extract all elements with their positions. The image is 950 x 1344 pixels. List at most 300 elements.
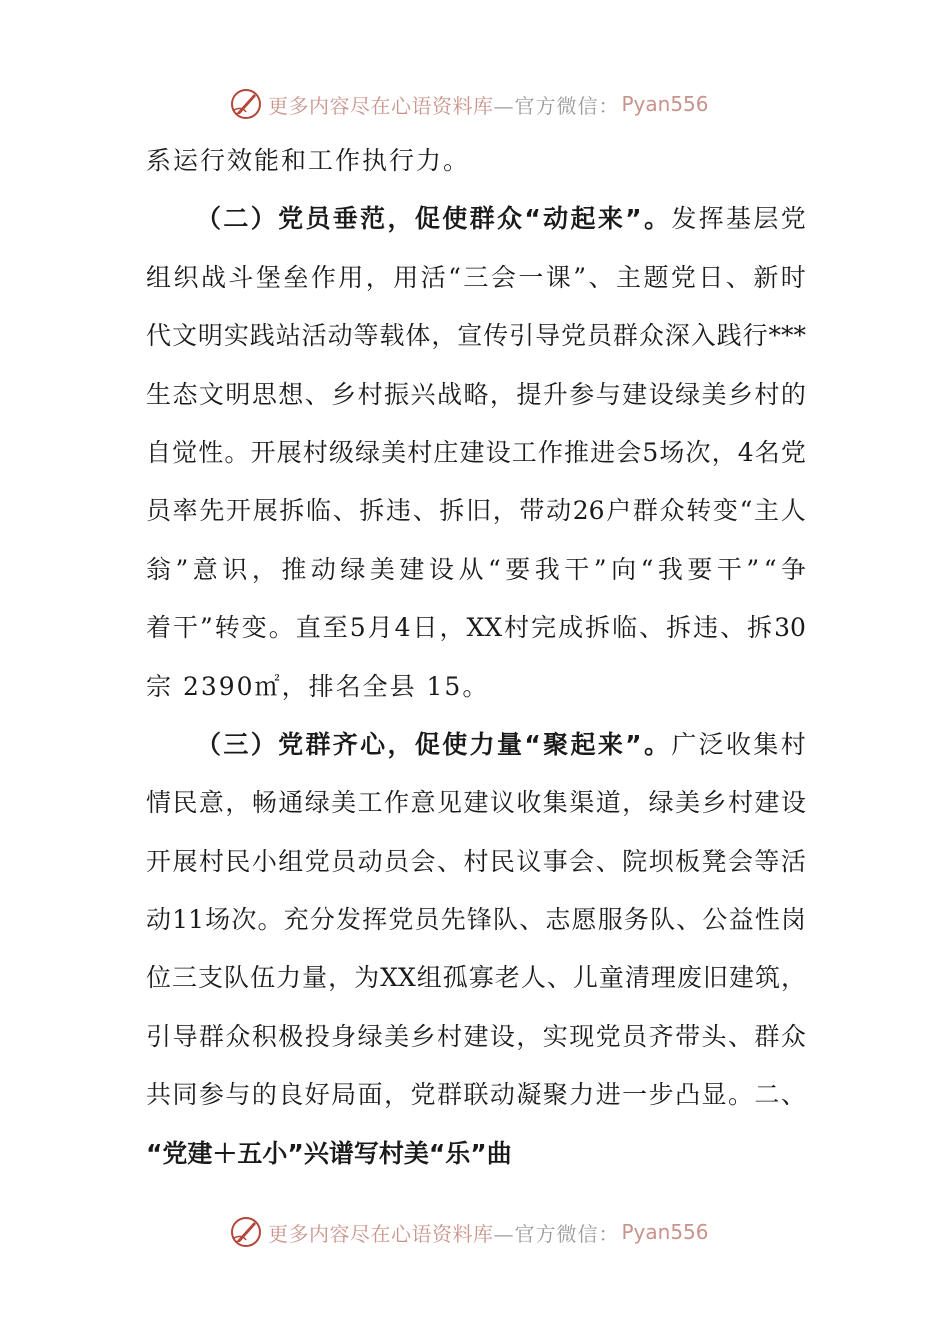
line-char: 会 — [569, 846, 595, 876]
line-char: ， — [431, 321, 457, 351]
line-char: 次 — [685, 437, 711, 467]
line-char: 意 — [198, 788, 224, 818]
line-char: ， — [251, 554, 277, 584]
line-bold-char: 范 — [360, 204, 386, 234]
line-char: 活 — [301, 321, 327, 351]
line-char: ， — [711, 437, 737, 467]
line-char: 发 — [336, 905, 362, 935]
line-char: 提 — [516, 379, 542, 409]
line-char: 渠 — [569, 788, 595, 818]
line-char: 小 — [251, 846, 277, 876]
line-char: 收 — [516, 788, 542, 818]
line-char: 群 — [754, 1021, 780, 1051]
line-char: 、 — [639, 613, 665, 643]
line-char: 建 — [728, 963, 754, 993]
line-char: 织 — [173, 262, 199, 292]
line-char: 旧 — [466, 496, 492, 526]
line-char: 、 — [519, 905, 545, 935]
line-char: 4 — [394, 613, 411, 643]
line-char: 违 — [386, 496, 412, 526]
line-char: 村 — [436, 1021, 462, 1051]
line-char: 寡 — [468, 963, 494, 993]
line-char: 活 — [780, 846, 806, 876]
line-char: 转 — [214, 613, 240, 643]
line-char: 展 — [252, 496, 278, 526]
line-char: 先 — [199, 496, 225, 526]
line-char: 议 — [516, 846, 542, 876]
line-char: 局 — [331, 1080, 357, 1110]
line-char: 主 — [615, 262, 641, 292]
line-char: 孤 — [442, 963, 468, 993]
line-char: 设 — [648, 379, 674, 409]
line-char: 群 — [632, 496, 658, 526]
line-char: 良 — [278, 1080, 304, 1110]
line-char: 建 — [463, 1021, 489, 1051]
line-char: 作 — [310, 262, 336, 292]
line-char: 愿 — [571, 905, 597, 935]
line-char: 级 — [328, 437, 354, 467]
line-char: 进 — [595, 1080, 621, 1110]
line-bold-char: （ — [196, 204, 222, 234]
line-char: 民 — [225, 846, 251, 876]
line-char: 5 — [349, 613, 366, 643]
line-char: 传 — [483, 321, 509, 351]
line-char: 见 — [436, 788, 462, 818]
line-char: 设 — [489, 1021, 515, 1051]
line-char: 着 — [146, 613, 172, 643]
line-char: 入 — [690, 321, 716, 351]
text-line — [146, 949, 806, 1007]
line-char: 临 — [306, 496, 332, 526]
line-char: 要 — [505, 554, 531, 584]
line-bold-char: 群 — [305, 729, 331, 759]
line-char: 齐 — [648, 1021, 674, 1051]
line-char: 联 — [463, 1080, 489, 1110]
line-char: 我 — [657, 554, 683, 584]
line-char: 动 — [146, 905, 172, 935]
line-char: 。 — [224, 437, 250, 467]
line-char: 日 — [698, 262, 724, 292]
line-char: 群 — [198, 1021, 224, 1051]
line-char: 面 — [357, 1080, 383, 1110]
line-char: 投 — [304, 1021, 330, 1051]
line-char: 用 — [338, 262, 364, 292]
line-char: 人 — [520, 963, 546, 993]
line-char: 干 — [173, 613, 199, 643]
line-bold-char: ） — [250, 729, 276, 759]
line-char: 先 — [440, 905, 466, 935]
line-char: ” — [200, 613, 213, 643]
line-char: 推 — [564, 437, 590, 467]
line-bold-char: ” — [625, 204, 642, 234]
line-char: 振 — [384, 379, 410, 409]
line-char: 5 — [642, 437, 659, 467]
line-char: 践 — [249, 321, 275, 351]
line-char: 带 — [675, 1021, 701, 1051]
line-char: 村 — [302, 437, 328, 467]
line-char: 畅 — [251, 788, 277, 818]
line-char: 变 — [712, 496, 738, 526]
line-char: 与 — [225, 1080, 251, 1110]
line-bold-char: 三 — [223, 729, 249, 759]
line-char: 动 — [327, 321, 353, 351]
line-char: 、 — [412, 496, 438, 526]
line-char: 我 — [534, 554, 560, 584]
line-char: 村 — [754, 379, 780, 409]
line-char: ” — [593, 554, 607, 584]
line-bold-char: 起 — [570, 204, 596, 234]
line-char: 理 — [650, 963, 676, 993]
line-char: 、 — [727, 1021, 753, 1051]
line-char: 拆 — [439, 496, 465, 526]
header-watermark-banner — [228, 84, 709, 124]
line-char: 设 — [780, 788, 806, 818]
line-char: 乡 — [727, 379, 753, 409]
line-bold-char: （ — [196, 729, 222, 759]
line-char: 乡 — [410, 1021, 436, 1051]
line-char: ” — [175, 554, 189, 584]
line-bold-char: 使 — [442, 204, 468, 234]
line-char: 组 — [146, 262, 172, 292]
line-char: 泛 — [698, 729, 724, 759]
line-char: 题 — [643, 262, 669, 292]
line-char: 拆 — [279, 496, 305, 526]
line-char: 村 — [504, 613, 530, 643]
line-char: 开 — [226, 496, 252, 526]
line-char: 建 — [399, 554, 425, 584]
line-char: 锋 — [466, 905, 492, 935]
line-char: 凸 — [675, 1080, 701, 1110]
line-bold-char: 党 — [278, 729, 304, 759]
text-line — [146, 190, 806, 248]
line-char: 一 — [518, 262, 544, 292]
line-char: 院 — [622, 846, 648, 876]
line-char: 队 — [493, 905, 519, 935]
line-char: 户 — [606, 496, 632, 526]
line-char: 翁 — [146, 554, 172, 584]
line-char: 三 — [463, 262, 489, 292]
text-line — [146, 424, 806, 482]
line-char: 、 — [780, 1080, 806, 1110]
banner-site-text: 更多内容尽在心语资料库 — [268, 93, 494, 118]
line-char: 建 — [459, 437, 485, 467]
line-char: 完 — [531, 613, 557, 643]
text-line — [146, 716, 806, 774]
line-char: 拆 — [359, 496, 385, 526]
line-char: 聚 — [542, 1080, 568, 1110]
line-char: 30 — [774, 613, 806, 643]
line-char: 明 — [225, 379, 251, 409]
line-char: 三 — [172, 963, 198, 993]
line-bold-char: 来 — [597, 729, 623, 759]
line-bold-char: 员 — [305, 204, 331, 234]
line-char: 自 — [146, 437, 172, 467]
line-char: 垒 — [283, 262, 309, 292]
line-char: 旧 — [702, 963, 728, 993]
quill-logo-icon — [228, 1214, 264, 1250]
line-char: 队 — [650, 905, 676, 935]
line-bold-char: 党 — [278, 204, 304, 234]
line-char: 志 — [545, 905, 571, 935]
line-char: 群 — [612, 321, 638, 351]
line-char: 党 — [388, 905, 414, 935]
line-char: 众 — [225, 1021, 251, 1051]
line-char: 队 — [224, 963, 250, 993]
line-char: 党 — [780, 204, 806, 234]
line-char: ， — [489, 379, 515, 409]
line-char: 凝 — [516, 1080, 542, 1110]
line-char: 实 — [542, 1021, 568, 1051]
line-char: 次 — [231, 905, 257, 935]
line-char: 推 — [281, 554, 307, 584]
line-char: 员 — [586, 321, 612, 351]
line-bold-char: 聚 — [543, 729, 569, 759]
line-char: 员 — [622, 1021, 648, 1051]
line-char: 拆 — [585, 613, 611, 643]
line-char: 活 — [420, 262, 446, 292]
line-text: 宗 2390㎡，排名全县 15。 — [146, 671, 490, 701]
line-char: 为 — [354, 963, 380, 993]
banner-site-text: 更多内容尽在心语资料库 — [268, 1221, 494, 1246]
line-char: ” — [746, 554, 760, 584]
line-char: 违 — [693, 613, 719, 643]
line-char: 位 — [146, 963, 172, 993]
line-char: 11 — [172, 905, 204, 935]
line-char: 显 — [701, 1080, 727, 1110]
line-char: 从 — [458, 554, 484, 584]
line-char: XX — [380, 963, 416, 993]
banner-wechat-id: Pyan556 — [621, 1220, 709, 1244]
line-char: 村 — [780, 729, 806, 759]
line-char: 一 — [622, 1080, 648, 1110]
line-char: 升 — [542, 379, 568, 409]
line-char: 伍 — [250, 963, 276, 993]
line-char: 组 — [278, 846, 304, 876]
line-char: *** — [768, 321, 806, 351]
line-char: 党 — [410, 1080, 436, 1110]
line-char: 等 — [353, 321, 379, 351]
line-char: 成 — [558, 613, 584, 643]
line-char: 清 — [624, 963, 650, 993]
line-char: 、 — [436, 846, 462, 876]
line-char: 坝 — [648, 846, 674, 876]
line-char: 动 — [546, 496, 572, 526]
line-char: “ — [448, 262, 461, 292]
line-char: ， — [439, 613, 465, 643]
line-char: 凳 — [701, 846, 727, 876]
text-line — [146, 658, 806, 716]
line-char: “ — [640, 554, 654, 584]
line-char: 党 — [670, 262, 696, 292]
line-char: 发 — [671, 204, 697, 234]
line-char: 员 — [331, 846, 357, 876]
line-char: 党 — [304, 846, 330, 876]
line-char: 建 — [754, 788, 780, 818]
line-char: 文 — [171, 321, 197, 351]
line-char: 、 — [720, 613, 746, 643]
line-char: 会 — [410, 846, 436, 876]
line-char: 通 — [278, 788, 304, 818]
line-char: 意 — [192, 554, 218, 584]
line-char: 板 — [675, 846, 701, 876]
line-char: 乡 — [331, 379, 357, 409]
line-char: 分 — [309, 905, 335, 935]
text-line — [146, 774, 806, 832]
line-char: 挥 — [698, 204, 724, 234]
line-char: 性 — [198, 437, 224, 467]
line-char: 道 — [595, 788, 621, 818]
text-line — [146, 366, 806, 424]
line-char: 、 — [588, 262, 614, 292]
text-line — [146, 249, 806, 307]
line-char: 废 — [676, 963, 702, 993]
line-char: 变 — [241, 613, 267, 643]
line-char: 引 — [146, 1021, 172, 1051]
line-char: 集 — [542, 788, 568, 818]
line-char: 力 — [276, 963, 302, 993]
line-char: 工 — [511, 437, 537, 467]
line-char: 民 — [489, 846, 515, 876]
line-char: 现 — [569, 1021, 595, 1051]
banner-wechat-id: Pyan556 — [621, 92, 709, 116]
line-char: 争 — [780, 554, 806, 584]
line-char: 益 — [728, 905, 754, 935]
line-char: 、 — [595, 846, 621, 876]
line-char: 态 — [172, 379, 198, 409]
line-char: 明 — [197, 321, 223, 351]
line-char: 直 — [295, 613, 321, 643]
line-char: 头 — [701, 1021, 727, 1051]
line-char: ” — [573, 262, 587, 292]
line-bold-char: 垂 — [332, 204, 358, 234]
line-bold-char: 众 — [496, 204, 522, 234]
line-bold-char: 齐 — [332, 729, 358, 759]
text-line — [146, 541, 806, 599]
line-char: 开 — [250, 437, 276, 467]
line-char: 用 — [393, 262, 419, 292]
line-char: 工 — [357, 788, 383, 818]
line-char: 展 — [276, 437, 302, 467]
line-char: 要 — [687, 554, 713, 584]
line-char: 、 — [676, 905, 702, 935]
line-char: 党 — [561, 321, 587, 351]
line-char: 进 — [590, 437, 616, 467]
line-char: 、 — [546, 963, 572, 993]
line-char: 实 — [223, 321, 249, 351]
line-bold-char: 使 — [442, 729, 468, 759]
line-char: 服 — [597, 905, 623, 935]
line-char: XX — [466, 613, 503, 643]
line-char: 美 — [384, 1021, 410, 1051]
line-bold-char: “ — [524, 204, 541, 234]
line-char: 绿 — [648, 788, 674, 818]
line-bold-char: ” — [625, 729, 642, 759]
line-char: 思 — [251, 379, 277, 409]
line-bold-char: 心 — [360, 729, 386, 759]
line-char: 老 — [494, 963, 520, 993]
line-bold-char: 促 — [414, 204, 440, 234]
footer-watermark-banner — [228, 1212, 709, 1252]
line-char: 设 — [428, 554, 454, 584]
line-char: 建 — [622, 379, 648, 409]
line-char: 性 — [754, 905, 780, 935]
line-bold-char: 二 — [223, 204, 249, 234]
banner-official-text: —官方微信： — [493, 93, 620, 118]
line-char: 带 — [519, 496, 545, 526]
line-char: 广 — [671, 729, 697, 759]
line-char: 代 — [146, 321, 172, 351]
line-char: 二 — [754, 1080, 780, 1110]
line-bold-char: 动 — [543, 204, 569, 234]
line-char: 向 — [611, 554, 637, 584]
text-line — [146, 307, 806, 365]
line-char: 略 — [463, 379, 489, 409]
line-char: 众 — [780, 1021, 806, 1051]
line-char: 识 — [222, 554, 248, 584]
line-char: 月 — [367, 613, 393, 643]
line-char: 身 — [331, 1021, 357, 1051]
line-char: 生 — [146, 379, 172, 409]
line-bold-char: 群 — [469, 204, 495, 234]
line-char: 绿 — [340, 554, 366, 584]
quill-logo-icon — [228, 86, 264, 122]
line-char: 村 — [727, 788, 753, 818]
line-char: 步 — [648, 1080, 674, 1110]
line-char: 岗 — [780, 905, 806, 935]
line-char: 日 — [412, 613, 438, 643]
line-char: 量 — [302, 963, 328, 993]
line-char: 开 — [146, 846, 172, 876]
line-char: 美 — [701, 379, 727, 409]
line-char: “ — [487, 554, 501, 584]
line-char: 收 — [726, 729, 752, 759]
text-line — [146, 1008, 806, 1066]
text-line — [146, 482, 806, 540]
line-char: 员 — [146, 496, 172, 526]
line-char: ， — [516, 1021, 542, 1051]
line-char: 名 — [754, 437, 780, 467]
line-char: 员 — [414, 905, 440, 935]
text-line — [146, 1066, 806, 1124]
line-bold-char: 。 — [643, 729, 669, 759]
line-char: 童 — [598, 963, 624, 993]
line-bold-char: 力 — [469, 729, 495, 759]
line-char: 堡 — [255, 262, 281, 292]
line-char: 。 — [257, 905, 283, 935]
line-char: 公 — [702, 905, 728, 935]
line-char: 众 — [659, 496, 685, 526]
line-char: 组 — [416, 963, 442, 993]
line-char: 行 — [742, 321, 768, 351]
line-char: ， — [492, 496, 518, 526]
line-char: 的 — [780, 379, 806, 409]
line-char: 站 — [275, 321, 301, 351]
line-char: 的 — [251, 1080, 277, 1110]
line-char: 课 — [545, 262, 571, 292]
text-line — [146, 599, 806, 657]
line-char: 觉 — [172, 437, 198, 467]
line-char: 美 — [381, 437, 407, 467]
line-text: 系运行效能和工作执行力。 — [146, 146, 471, 175]
line-char: 临 — [612, 613, 638, 643]
line-char: 美 — [369, 554, 395, 584]
line-char: 村 — [463, 846, 489, 876]
line-char: 文 — [198, 379, 224, 409]
line-char: 转 — [686, 496, 712, 526]
line-char: 绿 — [355, 437, 381, 467]
line-char: 动 — [310, 554, 336, 584]
line-char: ， — [780, 963, 806, 993]
